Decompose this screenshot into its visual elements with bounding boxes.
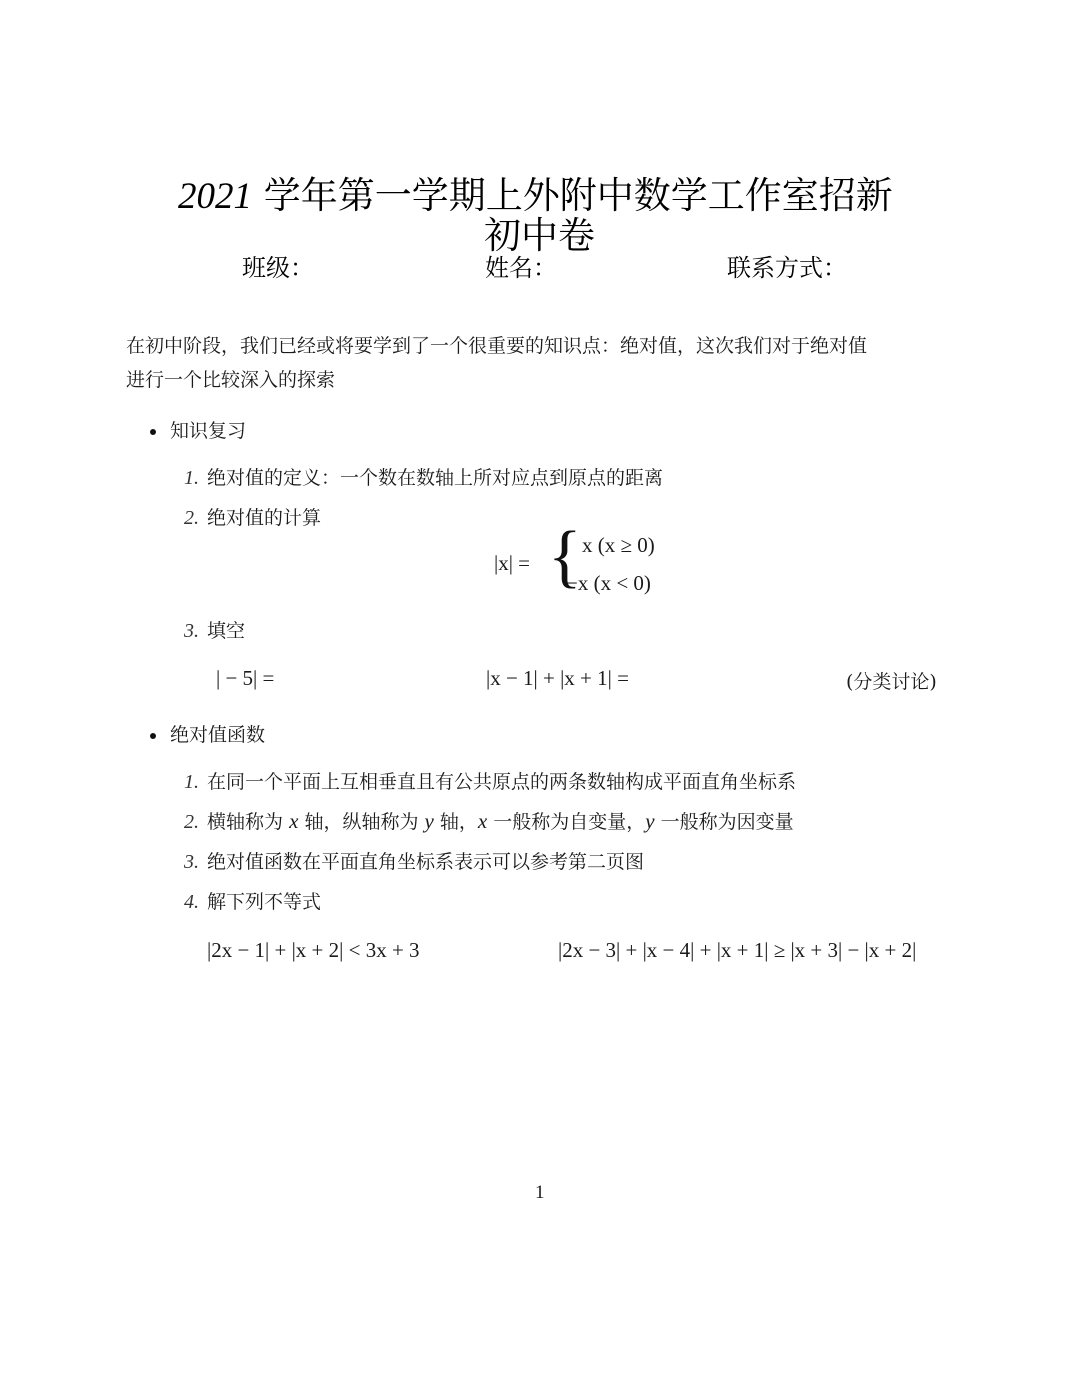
bullet-icon [150,429,156,435]
section-heading-abs-function: 绝对值函数 [150,720,265,747]
title-line1: 学年第一学期上外附中数学工作室招新 [263,174,893,217]
list-item: 1. 绝对值的定义：一个数在数轴上所对应点到原点的距离 [184,467,664,489]
inequality-1: |2x − 1| + |x + 2| < 3x + 3 [207,938,420,962]
list-item: 4. 解下列不等式 [184,891,322,913]
page-number: 1 [535,1182,545,1203]
abs-formula-lhs: |x| = [494,551,531,575]
intro-line1: 在初中阶段，我们已经或将要学到了一个很重要的知识点：绝对值，这次我们对于绝对值 [126,335,868,357]
document-subtitle: 初中卷 [484,214,595,257]
list-item: 3. 填空 [184,620,246,642]
blank-note: (分类讨论) [846,671,937,693]
title-year: 2021 [178,176,252,217]
inequality-2: |2x − 3| + |x − 4| + |x + 1| ≥ |x + 3| − |x + 2| [558,938,917,962]
brace-icon: { [548,518,582,595]
class-field-label: 班级： [242,254,314,282]
list-item: 2. 绝对值的计算 [184,507,322,529]
intro-line2: 进行一个比较深入的探索 [126,369,336,391]
blank-expression-2: |x − 1| + |x + 1| = [486,666,629,690]
blank-expression-1: | − 5| = [216,666,275,690]
list-item: 3. 绝对值函数在平面直角坐标系表示可以参考第二页图 [184,851,645,873]
name-field-label: 姓名： [485,254,557,282]
formula-case1: x (x ≥ 0) [582,533,655,557]
list-item: 1. 在同一个平面上互相垂直且有公共原点的两条数轴构成平面直角坐标系 [184,771,797,793]
section-heading-review: 知识复习 [150,416,246,443]
bullet-icon [150,733,156,739]
formula-case2: −x (x < 0) [566,571,651,595]
list-item: 2. 横轴称为 x 轴，纵轴称为 y 轴，x 一般称为自变量，y 一般称为因变量 [184,809,794,833]
contact-field-label: 联系方式： [727,254,847,282]
